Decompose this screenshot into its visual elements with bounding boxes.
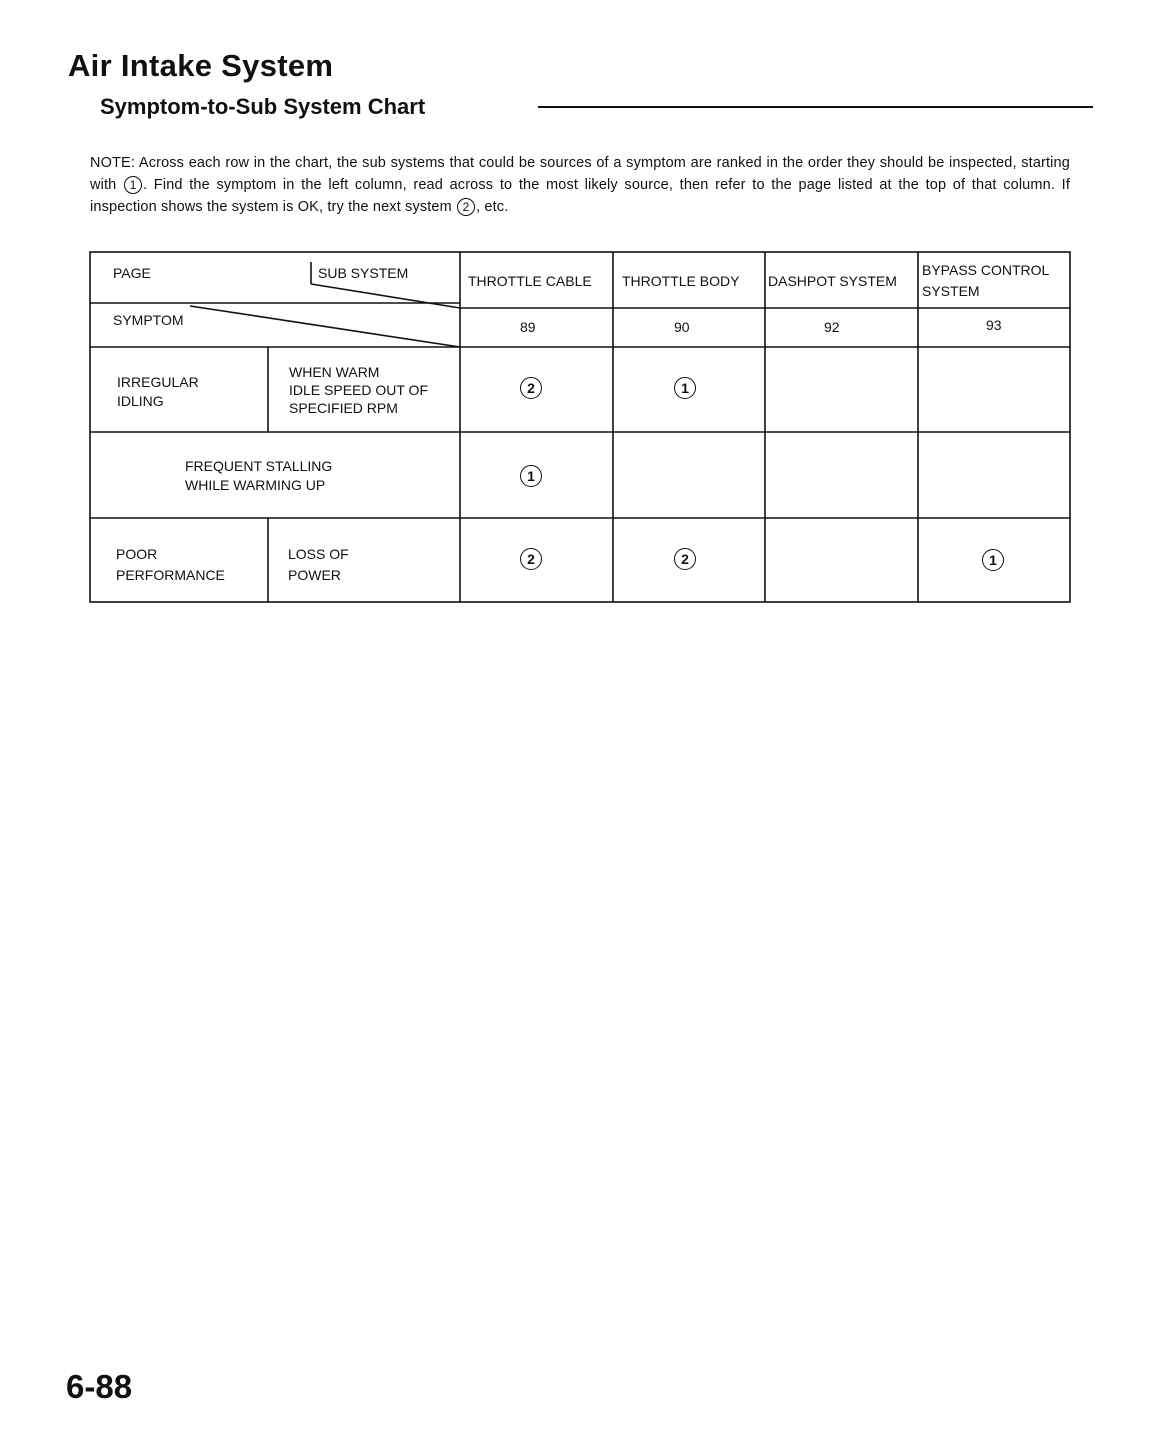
- column-header-throttle-body: THROTTLE BODY: [622, 273, 740, 289]
- symptom-stalling-line2: WHILE WARMING UP: [185, 477, 326, 493]
- column-header-bypass-control-line2: SYSTEM: [922, 283, 980, 299]
- column-header-dashpot-system: DASHPOT SYSTEM: [768, 273, 897, 289]
- detail-loss-of-power-line1: LOSS OF: [288, 546, 349, 562]
- rank-mark: 1: [520, 465, 542, 487]
- page-number: 6-88: [66, 1368, 133, 1405]
- detail-when-warm-line1: WHEN WARM: [289, 364, 380, 380]
- column-header-throttle-cable: THROTTLE CABLE: [468, 273, 592, 289]
- note-text-3: , etc.: [476, 199, 509, 215]
- rank-mark: 1: [982, 549, 1004, 571]
- page-ref-dashpot-system: 92: [824, 319, 840, 335]
- rank-mark: 2: [520, 377, 542, 399]
- rank-mark: 2: [520, 548, 542, 570]
- chart-subtitle: Symptom-to-Sub System Chart: [100, 94, 426, 119]
- note-text-2: . Find the symptom in the left column, read across to the most likely source, then refer to the page listed at the top of that column. If inspection shows the system is OK, try the next system: [90, 177, 1070, 215]
- page-title: Air Intake System: [68, 48, 334, 83]
- rank-mark: 2: [674, 548, 696, 570]
- detail-when-warm-line3: SPECIFIED RPM: [289, 400, 398, 416]
- page-ref-bypass-control: 93: [986, 317, 1002, 333]
- symptom-irregular-line2: IDLING: [117, 393, 164, 409]
- symptom-poor-line1: POOR: [116, 546, 158, 562]
- rank-2-symbol: 2: [457, 198, 475, 216]
- symptom-stalling-line1: FREQUENT STALLING: [185, 458, 333, 474]
- symptom-poor-line2: PERFORMANCE: [116, 567, 225, 583]
- rank-1-symbol: 1: [124, 176, 142, 194]
- symptom-header-label: SYMPTOM: [113, 312, 184, 328]
- detail-loss-of-power-line2: POWER: [288, 567, 341, 583]
- symptom-irregular-line1: IRREGULAR: [117, 374, 199, 390]
- page-header-label: PAGE: [113, 265, 151, 281]
- page-ref-throttle-cable: 89: [520, 319, 536, 335]
- note-text-1: NOTE: Across each row in the chart, the sub systems that could be sources of a symptom are ranked in the order they should be inspected, starting with: [90, 155, 1070, 193]
- sub-system-header-label: SUB SYSTEM: [318, 265, 409, 281]
- detail-when-warm-line2: IDLE SPEED OUT OF: [289, 382, 428, 398]
- rank-mark: 1: [674, 377, 696, 399]
- page-ref-throttle-body: 90: [674, 319, 690, 335]
- column-header-bypass-control-line1: BYPASS CONTROL: [922, 262, 1050, 278]
